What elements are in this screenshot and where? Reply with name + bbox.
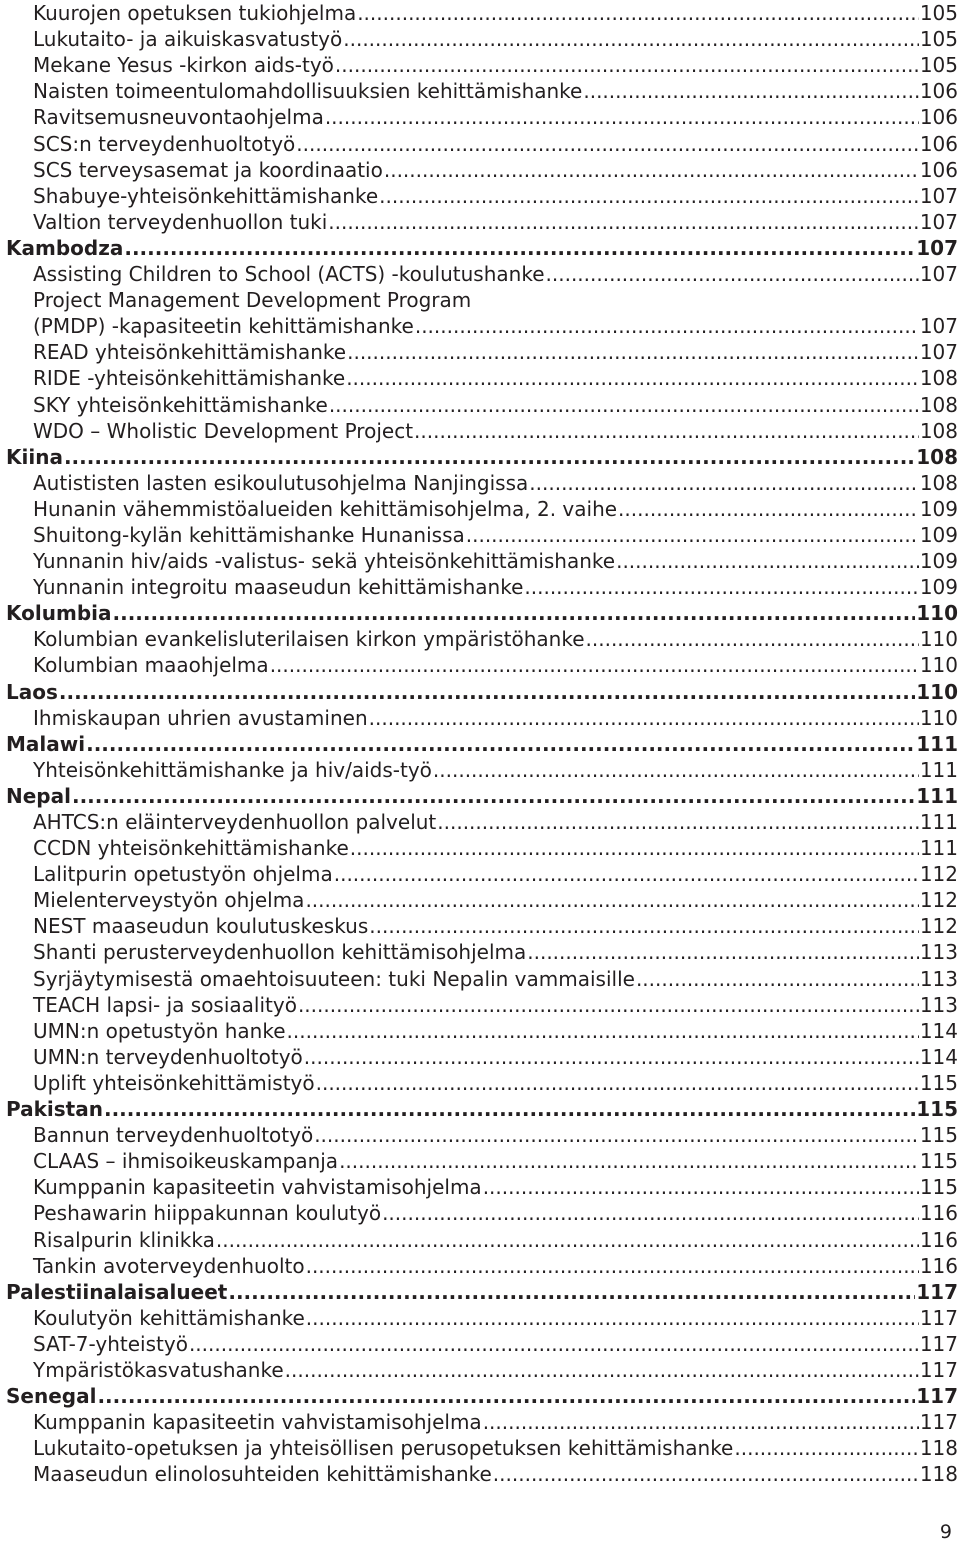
toc-entry [0,1253,958,1279]
toc-entry-page: 112 [919,888,958,913]
toc-entry-page: 117 [916,1384,958,1409]
toc-entry [0,548,958,574]
toc-entry-title: RIDE -yhteisönkehittämishanke [33,366,346,391]
dot-leader [72,783,915,809]
dot-leader [369,705,919,731]
toc-entry [0,1435,958,1461]
toc-entry-title: Ihmiskaupan uhrien avustaminen [33,705,368,730]
dot-leader [86,731,915,757]
dot-leader [546,261,919,287]
toc-entry-page: 110 [916,679,958,704]
toc-entry [0,418,958,444]
dot-leader [346,365,919,391]
toc-entry [0,992,958,1018]
dot-leader [329,392,919,418]
toc-entry [0,522,958,548]
toc-entry [0,1122,958,1148]
toc-entry-page: 105 [919,27,958,52]
toc-entry-page: 111 [919,757,958,782]
toc-entry [0,365,958,391]
toc-entry [0,261,958,287]
toc-entry-title: Lukutaito-opetuksen ja yhteisöllisen perusopetuksen kehittämishanke [33,1436,734,1461]
dot-leader [437,809,919,835]
toc-entry-title: SCS terveysasemat ja koordinaatio [33,157,383,182]
toc-entry-title: Yhteisönkehittämishanke ja hiv/aids-työ [33,757,432,782]
toc-entry [0,1461,958,1487]
toc-entry-title: Peshawarin hiippakunnan koulutyö [33,1201,382,1226]
toc-entry [0,1305,958,1331]
dot-leader [369,913,919,939]
toc-entry-page: 110 [919,705,958,730]
toc-entry-page: 109 [919,522,958,547]
toc-entry-page: 118 [919,1436,958,1461]
toc-entry [0,183,958,209]
dot-leader [616,548,919,574]
toc-entry [0,626,958,652]
toc-entry-page: 111 [916,731,958,756]
toc-entry-page: 106 [919,157,958,182]
toc-entry-page: 109 [919,549,958,574]
toc-entry [0,130,958,156]
toc-entry-title: Kumppanin kapasiteetin vahvistamisohjelma [33,1410,482,1435]
toc-entry-page: 109 [919,496,958,521]
toc-entry-title: Syrjäytymisestä omaehtoisuuteen: tuki Nepalin vammaisille [33,966,635,991]
toc-country-heading [0,731,958,757]
toc-entry-page: 115 [919,1123,958,1148]
toc-entry [0,939,958,965]
toc-entry-title: CLAAS – ihmisoikeuskampanja [33,1149,339,1174]
toc-entry-title: Pakistan [6,1097,103,1122]
dot-leader [524,574,918,600]
toc-entry [0,104,958,130]
dot-leader [228,1279,915,1305]
dot-leader [328,209,919,235]
toc-entry [0,1148,958,1174]
toc-entry-page: 115 [916,1097,958,1122]
toc-entry [0,835,958,861]
toc-entry-page: 107 [919,183,958,208]
toc-entry-title: UMN:n opetustyön hanke [33,1018,286,1043]
toc-entry-page: 108 [919,366,958,391]
dot-leader [335,52,919,78]
toc-entry-title: Kolumbian maaohjelma [33,653,269,678]
toc-entry-title: Kiina [6,444,63,469]
toc-entry-title: Malawi [6,731,86,756]
toc-entry-page: 115 [919,1175,958,1200]
dot-leader [583,78,918,104]
toc-entry [0,809,958,835]
toc-entry-title: Palestiinalaisalueet [6,1279,228,1304]
toc-entry-page: 108 [919,470,958,495]
toc-entry-page: 115 [919,1070,958,1095]
dot-leader [124,235,915,261]
dot-leader [189,1331,919,1357]
toc-entry [0,705,958,731]
toc-entry-title: AHTCS:n eläinterveydenhuollon palvelut [33,810,437,834]
toc-entry-title: Ympäristökasvatushanke [33,1357,284,1382]
toc-entry-title: Kuurojen opetuksen tukiohjelma [33,1,357,26]
toc-entry-title: Shabuye-yhteisönkehittämishanke [33,183,379,208]
dot-leader [415,313,919,339]
dot-leader [306,1253,919,1279]
toc-entry-title: Koulutyön kehittämishanke [33,1305,305,1330]
toc-country-heading [0,1279,958,1305]
toc-entry-page: 106 [919,131,958,156]
toc-entry-title: SKY yhteisönkehittämishanke [33,392,328,417]
toc-entry [0,26,958,52]
toc-entry-title: (PMDP) -kapasiteetin kehittämishanke [33,314,414,339]
toc-entry-page: 115 [919,1149,958,1174]
dot-leader [287,1018,919,1044]
toc-entry-title: Shuitong-kylän kehittämishanke Hunanissa [33,522,465,547]
toc-entry-title: SCS:n terveydenhuoltotyö [33,131,296,156]
toc-entry-page: 112 [919,862,958,887]
toc-entry-title: UMN:n terveydenhuoltotyö [33,1044,303,1069]
toc-entry [0,52,958,78]
toc-country-heading [0,1383,958,1409]
toc-entry-title: Lukutaito- ja aikuiskasvatustyö [33,27,343,52]
toc-entry-title: Laos [6,679,58,704]
toc-entry-title: Uplift yhteisönkehittämistyö [33,1070,315,1095]
toc-entry-page: 107 [916,235,958,260]
toc-entry-title: Tankin avoterveydenhuolto [33,1253,305,1278]
toc-entry-title: Assisting Children to School (ACTS) -koulutushanke [33,262,545,287]
toc-entry-page: 105 [919,53,958,78]
toc-entry-page: 116 [919,1227,958,1252]
toc-entry-page: 117 [919,1410,958,1435]
dot-leader [357,0,919,26]
toc-entry-page: 114 [919,1018,958,1043]
toc-entry-title: SAT-7-yhteistyö [33,1331,188,1356]
dot-leader [586,626,919,652]
toc-entry [0,1070,958,1096]
dot-leader [334,861,919,887]
toc-country-heading [0,600,958,626]
toc-entry [0,913,958,939]
toc-entry-title: Valtion terveydenhuollon tuki [33,209,328,234]
toc-country-heading [0,235,958,261]
toc-entry [0,287,958,313]
toc-entry [0,157,958,183]
toc-entry-title: WDO – Wholistic Development Project [33,418,414,443]
toc-entry-page: 108 [919,392,958,417]
dot-leader [529,470,919,496]
dot-leader [306,1305,919,1331]
toc-entry-title: Yunnanin hiv/aids -valistus- sekä yhteisönkehittämishanke [33,549,616,574]
toc-entry [0,1357,958,1383]
toc-entry-title: Naisten toimeentulomahdollisuuksien kehittämishanke [33,79,583,104]
dot-leader [113,600,916,626]
dot-leader [305,887,918,913]
toc-entry-title: Lalitpurin opetustyön ohjelma [33,862,333,887]
toc-entry [0,0,958,26]
toc-entry-page: 117 [919,1305,958,1330]
toc-entry-title: Maaseudun elinolosuhteiden kehittämishanke [33,1462,492,1487]
toc-entry [0,391,958,417]
toc-entry-page: 114 [919,1044,958,1069]
toc-country-heading [0,444,958,470]
dot-leader [379,183,919,209]
dot-leader [414,418,919,444]
toc-entry-page: 107 [919,314,958,339]
dot-leader [433,757,919,783]
toc-entry [0,887,958,913]
toc-entry [0,1044,958,1070]
toc-country-heading [0,1096,958,1122]
toc-entry-page: 111 [919,836,958,861]
dot-leader [104,1096,915,1122]
dot-leader [618,496,919,522]
toc-entry-page: 106 [919,79,958,104]
dot-leader [97,1383,915,1409]
dot-leader [483,1409,919,1435]
toc-entry-title: Nepal [6,783,71,808]
dot-leader [296,131,919,157]
toc-entry [0,209,958,235]
toc-entry-page: 111 [919,810,958,834]
toc-country-heading [0,678,958,704]
dot-leader [270,652,919,678]
toc-entry-page: 117 [919,1357,958,1382]
dot-leader [466,522,919,548]
dot-leader [59,679,915,705]
toc-entry-title: Ravitsemusneuvontaohjelma [33,105,324,130]
toc-entry-title: TEACH lapsi- ja sosiaalityö [33,992,297,1017]
dot-leader [636,966,919,992]
toc-entry-page: 110 [919,653,958,678]
dot-leader [382,1200,919,1226]
dot-leader [483,1174,919,1200]
toc-entry-page: 112 [919,914,958,939]
toc-entry [0,1226,958,1252]
toc-entry-title: READ yhteisönkehittämishanke [33,340,347,365]
toc-entry [0,1200,958,1226]
toc-entry [0,78,958,104]
toc-entry [0,652,958,678]
toc-entry-title: Kambodza [6,235,124,260]
dot-leader [64,444,915,470]
dot-leader [339,1148,919,1174]
dot-leader [734,1435,918,1461]
dot-leader [384,157,919,183]
toc-entry-page: 117 [919,1331,958,1356]
dot-leader [493,1461,919,1487]
toc-entry [0,965,958,991]
toc-entry-title: Mielenterveystyön ohjelma [33,888,305,913]
toc-entry-title: Kumppanin kapasiteetin vahvistamisohjelma [33,1175,482,1200]
toc-entry [0,496,958,522]
toc-entry-page: 110 [919,627,958,652]
toc-entry-title: Shanti perusterveydenhuollon kehittämisohjelma [33,940,527,965]
dot-leader [298,992,919,1018]
toc-entry-page: 116 [919,1253,958,1278]
toc-entry-page: 108 [916,444,958,469]
dot-leader [325,104,919,130]
dot-leader [527,939,919,965]
toc-entry [0,1409,958,1435]
toc-entry [0,339,958,365]
toc-entry [0,757,958,783]
toc-entry [0,313,958,339]
toc-entry-title: Yunnanin integroitu maaseudun kehittämishanke [33,575,524,600]
toc-entry-title: Bannun terveydenhuoltotyö [33,1123,314,1148]
toc-entry-title: Risalpurin klinikka [33,1227,215,1252]
toc-entry-title: Kolumbia [6,601,112,626]
toc-entry-page: 107 [919,262,958,287]
toc-entry-page: 111 [916,783,958,808]
toc-entry-page: 118 [919,1462,958,1487]
toc-entry [0,574,958,600]
toc-entry-page: 108 [919,418,958,443]
toc-entry-page: 109 [919,575,958,600]
dot-leader [314,1122,919,1148]
page-number: 9 [939,1521,952,1543]
dot-leader [343,26,919,52]
toc-entry-title: Autististen lasten esikoulutusohjelma Nanjingissa [33,470,529,495]
toc-entry-page: 116 [919,1201,958,1226]
toc-entry-page: 105 [919,1,958,26]
toc-entry-page: 106 [919,105,958,130]
toc-entry [0,861,958,887]
toc-entry-page: 113 [919,966,958,991]
toc-entry-page: 107 [919,340,958,365]
dot-leader [350,835,919,861]
toc-entry-title: CCDN yhteisönkehittämishanke [33,836,349,861]
toc-entry-page: 107 [919,209,958,234]
toc-entry-title: Kolumbian evankelisluterilaisen kirkon ympäristöhanke [33,627,585,652]
dot-leader [216,1227,919,1253]
toc-entry [0,470,958,496]
dot-leader [316,1070,919,1096]
toc-entry-page: 113 [919,992,958,1017]
toc-entry-title: Hunanin vähemmistöalueiden kehittämisohjelma, 2. vaihe [33,496,618,521]
toc-entry-page: 113 [919,940,958,965]
toc-entry [0,1331,958,1357]
toc-entry-page: 117 [916,1279,958,1304]
toc-entry-title: Project Management Development Program [33,288,472,313]
dot-leader [304,1044,919,1070]
toc-country-heading [0,783,958,809]
toc-entry-page: 110 [916,601,958,626]
toc-entry-title: Senegal [6,1384,97,1409]
toc-entry-title: NEST maaseudun koulutuskeskus [33,914,369,939]
dot-leader [285,1357,919,1383]
toc-entry-title: Mekane Yesus -kirkon aids-työ [33,53,334,78]
toc-entry [0,1018,958,1044]
toc-entry [0,1174,958,1200]
dot-leader [347,339,919,365]
